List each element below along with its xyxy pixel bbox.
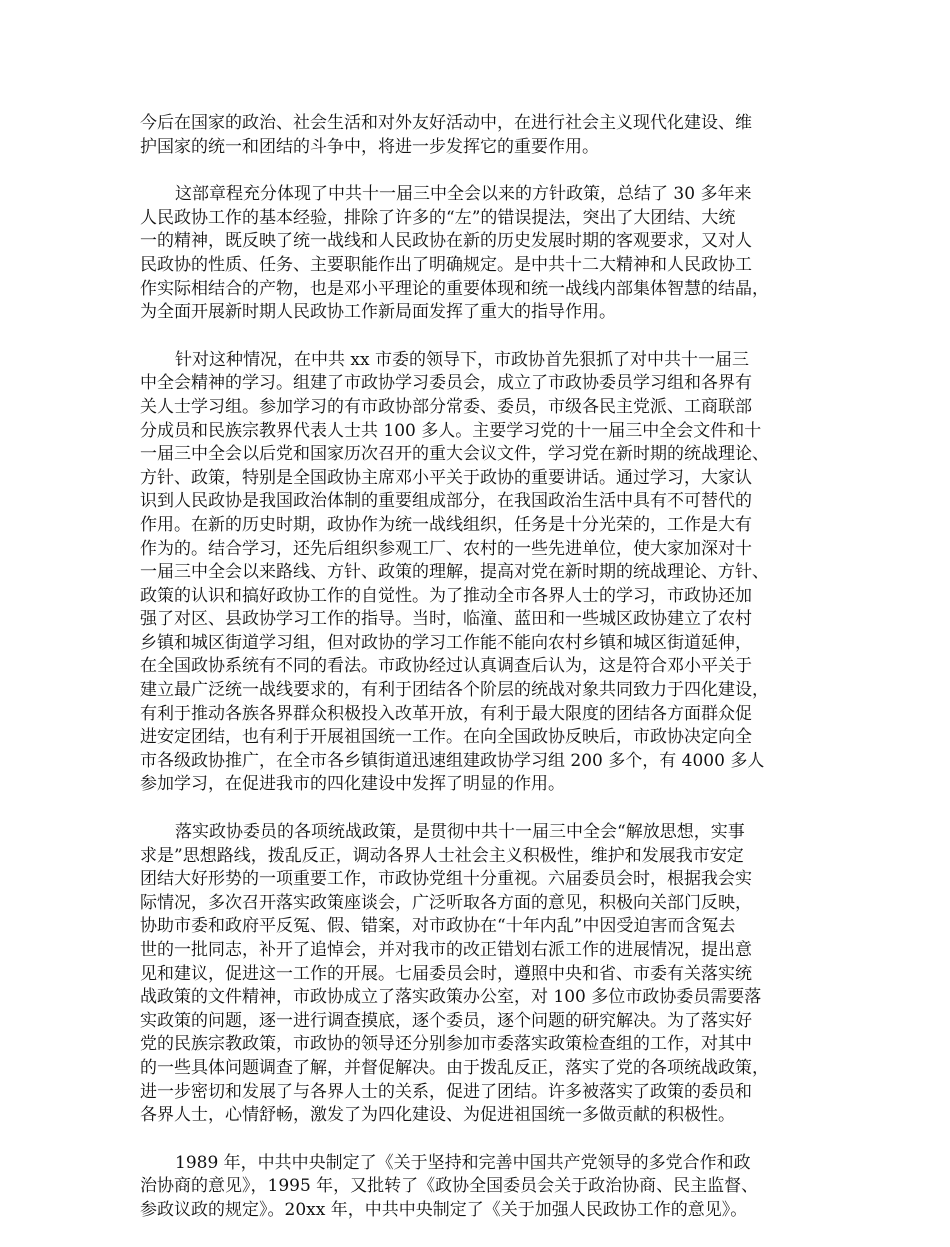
text-line: 中全会精神的学习。组建了市政协学习委员会，成立了市政协委员学习组和各界有: [140, 373, 752, 394]
text-line: 实政策的问题，逐一进行调查摸底，逐个委员，逐个问题的研究解决。为了落实好: [140, 1010, 752, 1031]
text-line: 战政策的文件精神，市政协成立了落实政策办公室，对 100 多位市政协委员需要落: [140, 987, 762, 1008]
text-line: 的一些具体问题调查了解，并督促解决。由于拨乱反正，落实了党的各项统战政策，: [140, 1057, 769, 1078]
paragraph: [140, 349, 830, 797]
text-line: 市各级政协推广，在全市各乡镇街道迅速组建政协学习组 200 多个，有 4000 多人: [140, 750, 765, 771]
text-line: 协助市委和政府平反冤、假、错案，对市政协在“十年内乱”中因受迫害而含冤去: [140, 916, 736, 937]
text-line: 针对这种情况，在中共 xx 市委的领导下，市政协首先狠抓了对中共十一届三: [175, 349, 749, 370]
text-line: 进一步密切和发展了与各界人士的关系，促进了团结。许多被落实了政策的委员和: [140, 1081, 752, 1102]
paragraph: [140, 821, 830, 1128]
text-line: 一届三中全会以来路线、方针、政策的理解，提高对党在新时期的统战理论、方针、: [140, 562, 769, 583]
text-line: 强了对区、县政协学习工作的指导。当时，临潼、蓝田和一些城区政协建立了农村: [140, 609, 752, 630]
text-line: 各界人士，心情舒畅，激发了为四化建设、为促进祖国统一多做贡献的积极性。: [140, 1105, 735, 1126]
paragraph: [140, 1152, 830, 1223]
text-line: 作用。在新的历史时期，政协作为统一战线组织，任务是十分光荣的，工作是大有: [140, 514, 752, 535]
text-line: 治协商的意见》，1995 年，又批转了《政协全国委员会关于政治协商、民主监督、: [140, 1176, 759, 1197]
text-line: 作为的。结合学习，还先后组织参观工厂、农村的一些先进单位，使大家加深对十: [140, 538, 752, 559]
text-line: 党的民族宗教政策，市政协的领导还分别参加市委落实政策检查组的工作，对其中: [140, 1034, 752, 1055]
text-line: 落实政协委员的各项统战政策，是贯彻中共十一届三中全会“解放思想，实事: [175, 822, 745, 843]
text-line: 1989 年，中共中央制定了《关于坚持和完善中国共产党领导的多党合作和政: [175, 1152, 751, 1173]
text-line: 乡镇和城区街道学习组，但对政协的学习工作能不能向农村乡镇和城区街道延伸，: [140, 632, 752, 653]
text-line: 团结大好形势的一项重要工作，市政协党组十分重视。六届委员会时，根据我会实: [140, 869, 752, 890]
text-line: 进安定团结，也有利于开展祖国统一工作。在向全国政协反映后，市政协决定向全: [140, 727, 752, 748]
text-line: 方针、政策，特别是全国政协主席邓小平关于政协的重要讲话。通过学习，大家认: [140, 467, 752, 488]
text-line: 际情况，多次召开落实政策座谈会，广泛听取各方面的意见，积极向关部门反映，: [140, 892, 752, 913]
text-line: 分成员和民族宗教界代表人士共 100 多人。主要学习党的十一届三中全会文件和十: [140, 420, 762, 441]
text-line: 识到人民政协是我国政治体制的重要组成部分，在我国政治生活中具有不可替代的: [140, 491, 752, 512]
text-line: 参政议政的规定》。20xx 年，中共中央制定了《关于加强人民政协工作的意见》。: [140, 1199, 748, 1220]
text-line: 为全面开展新时期人民政协工作新局面发挥了重大的指导作用。: [140, 302, 616, 323]
text-line: 作实际相结合的产物，也是邓小平理论的重要体现和统一战线内部集体智慧的结晶，: [140, 278, 769, 299]
text-line: 建立最广泛统一战线要求的，有利于团结各个阶层的统战对象共同致力于四化建设，: [140, 680, 769, 701]
text-line: 一届三中全会以后党和国家历次召开的重大会议文件，学习党在新时期的统战理论、: [140, 444, 769, 465]
text-line: 这部章程充分体现了中共十一届三中全会以来的方针政策，总结了 30 多年来: [175, 184, 752, 205]
text-line: 护国家的统一和团结的斗争中，将进一步发挥它的重要作用。: [140, 136, 599, 157]
text-line: 求是”思想路线，拨乱反正，调动各界人士社会主义积极性，维护和发展我市安定: [140, 845, 744, 866]
text-line: 人民政协工作的基本经验，排除了许多的“左”的错误提法，突出了大团结、大统: [140, 207, 736, 228]
paragraph: [140, 183, 830, 325]
document-body: [140, 112, 830, 1247]
text-line: 在全国政协系统有不同的看法。市政协经过认真调查后认为，这是符合邓小平关于: [140, 656, 752, 677]
paragraph: [140, 112, 830, 159]
text-line: 今后在国家的政治、社会生活和对外友好活动中，在进行社会主义现代化建设、维: [140, 113, 752, 133]
text-line: 见和建议，促进这一工作的开展。七届委员会时，遵照中央和省、市委有关落实统: [140, 963, 752, 984]
text-line: 民政协的性质、任务、主要职能作出了明确规定。是中共十二大精神和人民政协工: [140, 254, 752, 275]
text-line: 参加学习，在促进我市的四化建设中发挥了明显的作用。: [140, 774, 565, 795]
text-line: 世的一批同志，补开了追悼会，并对我市的改正错划右派工作的进展情况，提出意: [140, 940, 752, 960]
text-line: 政策的认识和搞好政协工作的自觉性。为了推动全市各界人士的学习，市政协还加: [140, 585, 752, 606]
text-line: 关人士学习组。参加学习的有市政协部分常委、委员，市级各民主党派、工商联部: [140, 396, 752, 417]
text-line: 有利于推动各族各界群众积极投入改革开放，有利于最大限度的团结各方面群众促: [140, 703, 752, 724]
text-line: 一的精神，既反映了统一战线和人民政协在新的历史发展时期的客观要求，又对人: [140, 231, 752, 252]
